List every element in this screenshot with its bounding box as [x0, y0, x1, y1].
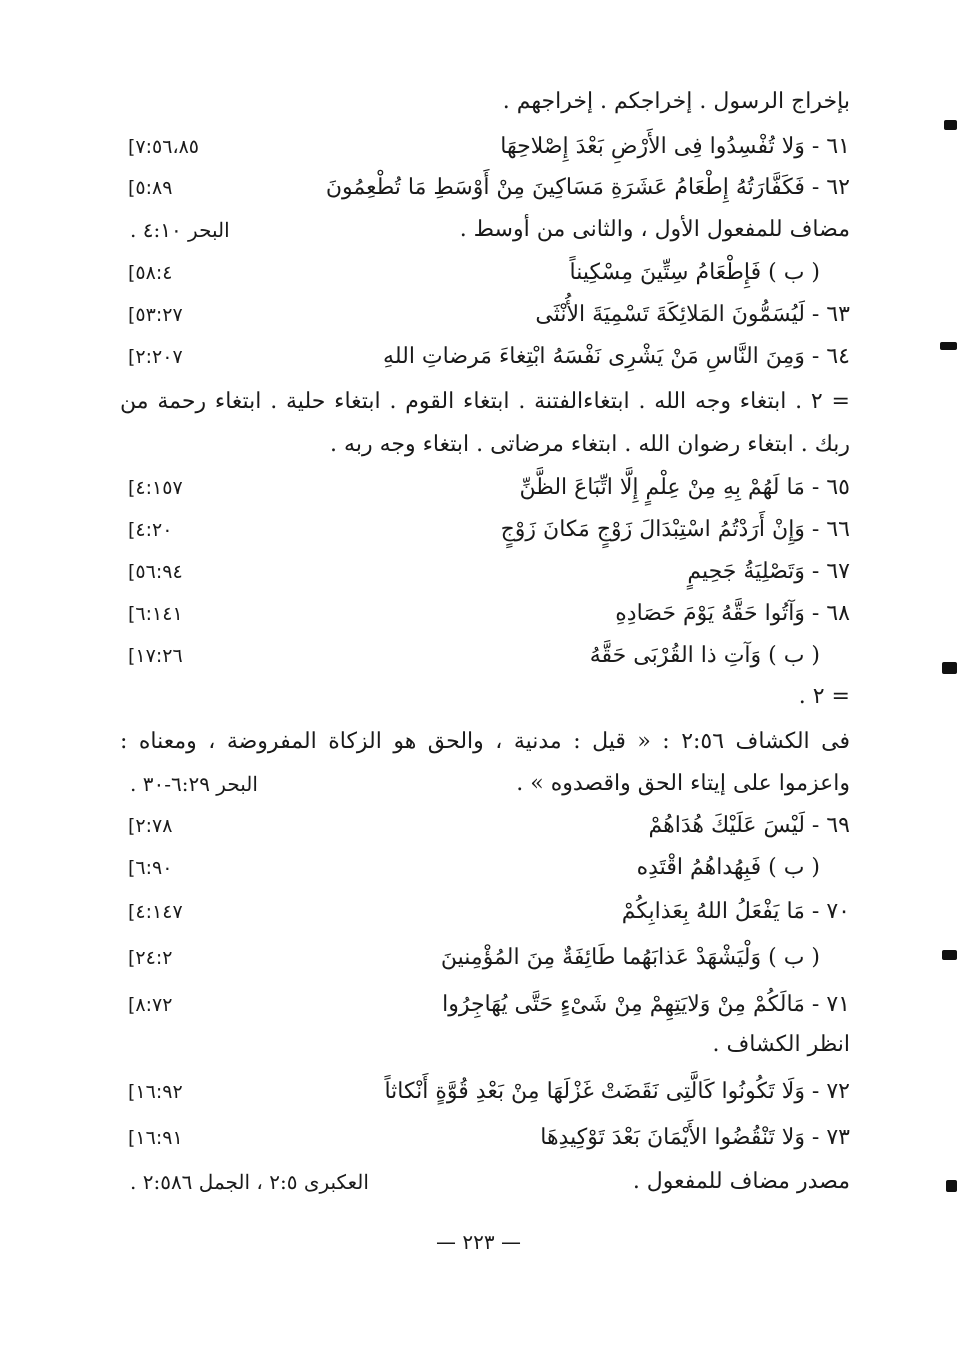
verse-text: ( ب ) فَإِطْعَامُ سِتِّينَ مِسْكِيناً [569, 260, 820, 285]
source-note: البحر ٤:١٠ . [130, 218, 230, 242]
commentary-line [120, 1025, 850, 1065]
commentary-text: مضاف للمفعول الأول ، والثانى من أوسط . [459, 217, 850, 242]
verse-reference: [٥٦:٩٤ [128, 561, 183, 583]
verse-reference: [٨:٧٢ [128, 994, 173, 1016]
verse-text: ٦٦ - وَإِنْ أَرَدْتُمُ اسْتِبْدَالَ زَوْجٍ مَكانَ زَوْجٍ [500, 517, 850, 542]
verse-line [120, 1072, 850, 1112]
verse-reference: [٦:٩٠ [128, 857, 173, 879]
source-note: البحر ٦:٢٩-٣٠ . [130, 772, 258, 796]
verse-line [120, 337, 850, 377]
verse-reference: [١٦:٩٢ [128, 1081, 183, 1103]
scan-mark [942, 662, 957, 674]
verse-text: ٧٠ - مَا يَفْعَلُ اللهُ بِعَذابِكُمْ [621, 899, 850, 924]
verse-reference: [٢:٢٠٧ [128, 346, 183, 368]
page-number: — ٢٢٣ — [436, 1230, 521, 1254]
verse-text: ( ب ) فَبِهُداهُمُ اقْتَدِه [636, 855, 820, 880]
scan-mark [944, 120, 957, 130]
verse-line [120, 510, 850, 550]
verse-line [120, 127, 850, 167]
verse-line [120, 168, 850, 208]
source-note: العكبرى ٢:٥ ، الجمل ٢:٥٨٦ . [130, 1170, 369, 1194]
verse-line [120, 1118, 850, 1158]
verse-line [120, 253, 850, 293]
verse-reference: [٤:١٥٧ [128, 477, 183, 499]
verse-reference: [١٦:٩١ [128, 1127, 183, 1149]
commentary-line [120, 382, 850, 422]
verse-reference: [٥٣:٢٧ [128, 304, 183, 326]
verse-text: ٦٢ - فَكَفَّارَتُهُ إِطْعَامُ عَشَرَةِ مَسَاكِينَ مِنْ أَوْسَطِ مَا تُطْعِمُونَ [325, 175, 850, 200]
commentary-text: = ٢ . ابتغاء وجه الله . ابتغاءالفتنة . ابتغاء القوم . ابتغاء حلية . ابتغاء رحمة من [120, 389, 850, 414]
verse-text: ٦٣ - لَيُسَمُّونَ المَلائِكَةَ تَسْمِيَةَ الأُنْثَى [535, 302, 850, 327]
commentary-line [120, 677, 850, 717]
verse-line [120, 468, 850, 508]
verse-reference: [٧:٥٦،٨٥ [128, 136, 199, 158]
verse-line [120, 848, 850, 888]
verse-reference: [٦:١٤١ [128, 603, 183, 625]
verse-text: ( ب ) وَلْيَشْهَدْ عَذابَهُما طَائِفَةٌ مِنَ المُؤْمِنينَ [440, 945, 820, 970]
verse-text: ٧٢ - وَلَا تَكُونُوا كَالَّتِى نَقَضَتْ غَزْلَهَا مِنْ بَعْدِ قُوَّةٍ أَنْكاثاً [384, 1079, 850, 1104]
commentary-line [120, 425, 850, 465]
verse-text: ٦٨ - وَآتُوا حَقَّهُ يَوْمَ حَصَادِهِ [615, 601, 850, 626]
verse-text: ٧٣ - وَلا تَنْقُضُوا الأَيْمَانَ بَعْدَ تَوْكِيدِهَا [540, 1125, 850, 1150]
verse-line [120, 985, 850, 1025]
verse-line [120, 636, 850, 676]
verse-text: ٧١ - مَالَكُمْ مِنْ وَلايَتِهِمْ مِنْ شَىْءٍ حَتَّى يُهَاجِرُوا [442, 992, 850, 1017]
verse-text: ٦١ - وَلا تُفْسِدُوا فِى الأَرْضِ بَعْدَ إِصْلاحِهَا [500, 134, 850, 159]
verse-line [120, 892, 850, 932]
verse-line [120, 806, 850, 846]
verse-reference: [٤:١٤٧ [128, 901, 183, 923]
verse-line [120, 552, 850, 592]
verse-reference: [٤:٢٠ [128, 519, 173, 541]
commentary-line [120, 1162, 850, 1202]
verse-line [120, 594, 850, 634]
verse-line [120, 295, 850, 335]
verse-line [120, 938, 850, 978]
commentary-text: مصدر مضاف للمفعول . [632, 1169, 850, 1194]
verse-reference: [٥:٨٩ [128, 177, 173, 199]
scan-mark [942, 950, 957, 960]
commentary-line [120, 764, 850, 804]
commentary-text: فى الكشاف ٢:٥٦ : « قيل : مدنية ، والحق هو الزكاة المفروضة ، ومعناه : [120, 729, 850, 754]
scan-mark [940, 342, 957, 350]
verse-text: ٦٩ - لَيْسَ عَلَيْكَ هُدَاهُمْ [648, 813, 850, 838]
commentary-line [120, 210, 850, 250]
text-line [120, 82, 850, 122]
verse-text: ٦٥ - مَا لَهُمْ بِهِ مِنْ عِلْمٍ إِلَّا اتِّبَاعَ الظَّنِّ [519, 475, 850, 500]
verse-text: ( ب ) وَآتِ ذا القُرْبَى حَقَّهُ [589, 643, 820, 668]
verse-reference: [٢٤:٢ [128, 947, 173, 969]
commentary-line [120, 722, 850, 762]
commentary-text: واعزموا على إيتاء الحق واقصدوه » . [516, 771, 850, 796]
verse-reference: [٢:٧٨ [128, 815, 173, 837]
verse-reference: [٥٨:٤ [128, 262, 173, 284]
verse-reference: [١٧:٢٦ [128, 645, 183, 667]
scan-mark [946, 1180, 957, 1192]
verse-text: ٦٧ - وَتَصْلِيَةُ جَحِيمٍ [687, 559, 850, 584]
commentary-text: = ٢ . [798, 684, 850, 709]
commentary-text: ربك . ابتغاء رضوان الله . ابتغاء مرضاتى . ابتغاء وجه ربه . [330, 432, 850, 457]
line-text: بإخراج الرسول . إخراجكم . إخراجهم . [502, 89, 850, 114]
commentary-text: انظر الكشاف . [712, 1032, 850, 1057]
verse-text: ٦٤ - وَمِنَ النَّاسِ مَنْ يَشْرِى نَفْسَهُ ابْتِغاءَ مَرضاتِ اللهِ [383, 344, 850, 369]
